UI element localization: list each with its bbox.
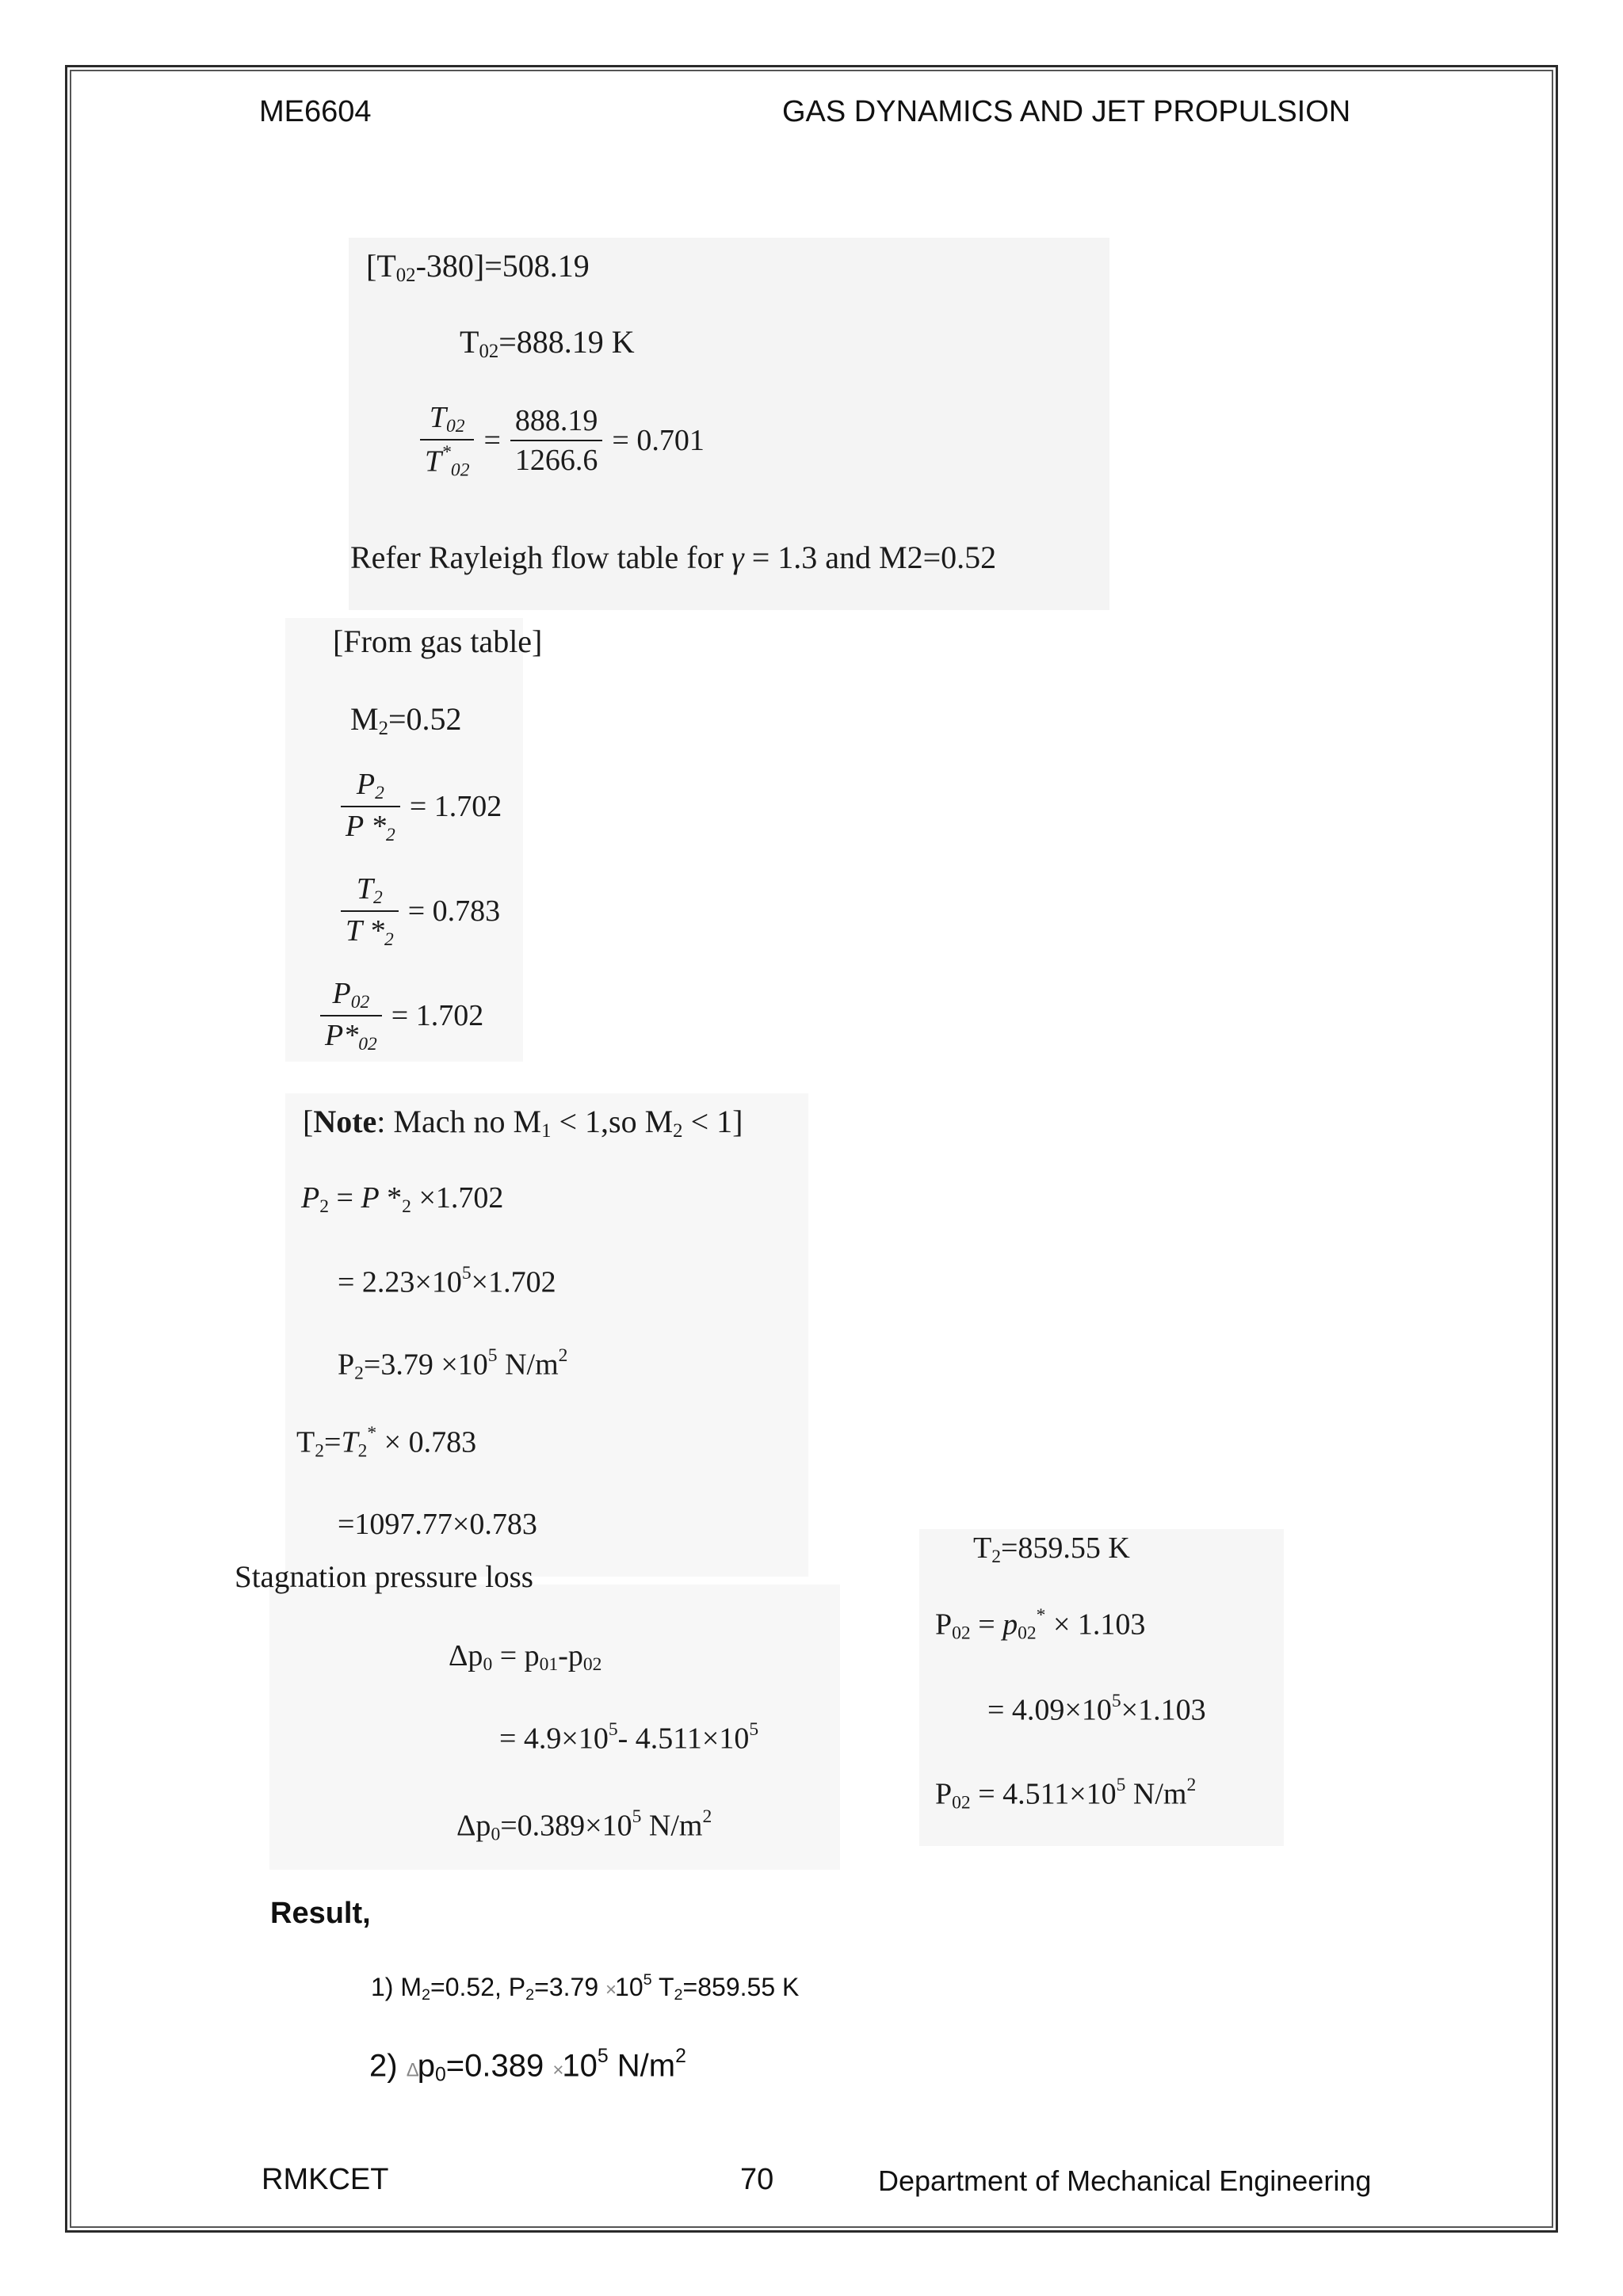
eq-t02-diff: $[T_{02}-380]=508.19$ [366, 248, 590, 287]
footer-department: Department of Mechanical Engineering [878, 2164, 1372, 2197]
eq-note: [Note: Mach no $M_1 < 1,so$ $M_2 < 1$] [303, 1104, 743, 1142]
eq-p02-formula: $P_{02} = p_{02}^* \times 1.103$ [935, 1605, 1146, 1644]
eq-ratio-p2: $\frac{P_2}{P *_2}$ = 1.702 [341, 767, 502, 846]
eq-t2-sub: =1097.77×0.783 [338, 1508, 537, 1541]
eq-t02-value: $T_{02}=888.19$ K [460, 324, 635, 363]
eq-p2-sub: = $2.23\times 10^5\times 1.702$ [338, 1263, 556, 1299]
eq-ratio-t2: $\frac{T_2}{T *_2}$ = 0.783 [341, 871, 500, 951]
eq-p02-result: $P_{02} = 4.511\times 10^5$ $N/m^2$ [935, 1775, 1197, 1814]
result-heading: Result, [270, 1897, 371, 1930]
eq-p02-sub: = $4.09\times 10^5\times 1.103$ [987, 1691, 1206, 1727]
header-course-title: GAS DYNAMICS AND JET PROPULSION [782, 95, 1351, 128]
eq-dp0-sub: = $4.9\times 10^5-$ $4.511\times 10^5$ [499, 1719, 759, 1756]
eq-dp0-result: $\Delta p_0=0.389\times 10^5$ $N/m^2$ [456, 1806, 712, 1845]
scan-block-3 [285, 1093, 808, 1577]
eq-t2-formula: $T_2=T_2^* \times 0.783$ [296, 1423, 477, 1462]
eq-from-gas-table: [From gas table] [333, 624, 543, 659]
result-item-2: 2) $\Delta p_0=0.389 \times 10^5$ $N/m^2$ [369, 2046, 686, 2086]
eq-t2-result: $T_2=859.55$ K [973, 1531, 1130, 1567]
eq-ratio-p02: $\frac{P_{02}}{P*_{02}}$ = 1.702 [320, 976, 483, 1055]
eq-p2-formula: $P_2 = P$ $*_2 \times 1.702$ [301, 1181, 504, 1217]
eq-m2: $M_2=0.52$ [350, 701, 462, 740]
eq-p2-result: $P_2=3.79 \times 10^5$ $N/m^2$ [338, 1345, 568, 1384]
footer-page-number: 70 [740, 2163, 774, 2196]
eq-refer-table: Refer Rayleigh flow table for γ = 1.3 and M2=0.52 [350, 540, 997, 575]
footer-college: RMKCET [262, 2163, 389, 2196]
eq-ratio-t02: $\frac{T_{02}}{T^*_{02}}$ = $\frac{888.19}{1266.6}$ = 0.701 [420, 400, 705, 481]
eq-stag-loss-label: Stagnation pressure loss [235, 1560, 533, 1594]
result-item-1: 1) $M_2=0.52$, $P_2=3.79 \times 10^5$ $T_2=859.55$ K [371, 1971, 800, 2004]
header-course-code: ME6604 [259, 95, 372, 128]
eq-dp0-formula: $\Delta p_0 = p_{01}-p_{02}$ [449, 1639, 602, 1675]
